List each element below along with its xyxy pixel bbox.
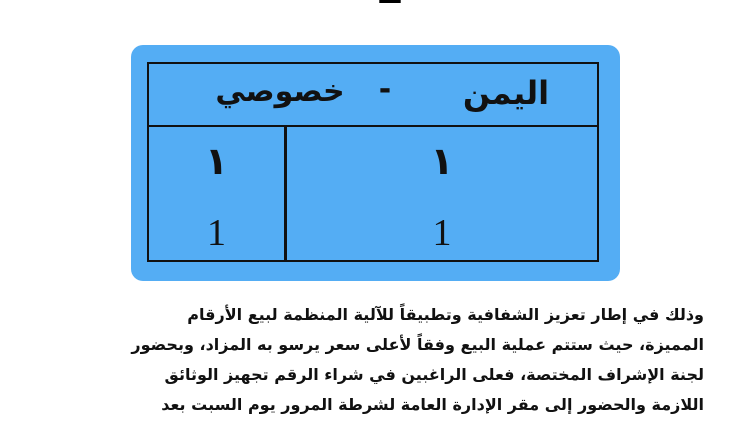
paragraph-line: لجنة الإشراف المختصة، فعلى الراغبين في شراء الرقم تجهيز الوثائق (164, 365, 704, 384)
plate-left-cell (149, 127, 284, 262)
paragraph-line: وذلك في إطار تعزيز الشفافية وتطبيقاً للآلية المنظمة لبيع الأرقام (187, 305, 704, 324)
plate-right-number-latin: 1 (432, 212, 452, 254)
plate-separator: - (378, 72, 392, 107)
announcement-paragraph (64, 300, 704, 420)
plate-right-cell (287, 127, 597, 262)
plate-country: اليمن (462, 74, 550, 112)
plate-left-number-arabic: ١ (204, 139, 229, 183)
license-plate (147, 62, 599, 262)
license-plate-card (131, 45, 620, 281)
plate-left-number-latin: 1 (207, 212, 226, 254)
paragraph-line: المميزة، حيث ستتم عملية البيع وفقاً لأعلى سعر يرسو به المزاد، وبحضور (131, 335, 704, 354)
top-text-fragment (315, 0, 465, 6)
paragraph-line: اللازمة والحضور إلى مقر الإدارة العامة لشرطة المرور يوم السبت بعد (161, 395, 704, 414)
plate-type: خصوصي (215, 74, 345, 109)
plate-header (149, 64, 597, 127)
plate-right-number-arabic: ١ (430, 139, 454, 183)
